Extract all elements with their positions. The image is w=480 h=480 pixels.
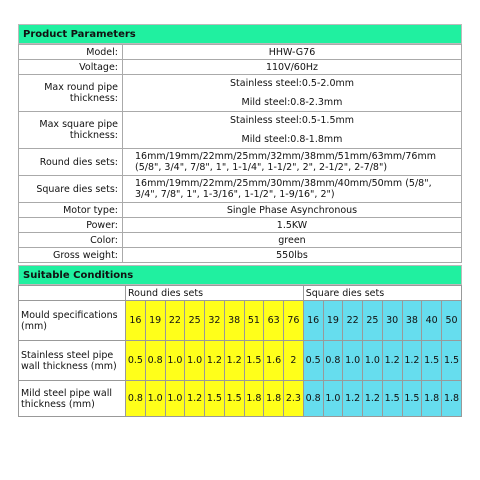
param-label: Max round pipe thickness:: [19, 75, 123, 112]
param-label: Power:: [19, 218, 123, 233]
param-value-line: (5/8", 3/4", 7/8", 1", 1-1/4", 1-1/2", 2", 2-1/2", 2-7/8"): [135, 162, 388, 173]
square-value-cell: 1.2: [363, 381, 383, 417]
param-value-line: Mild steel:0.8-2.3mm: [241, 97, 343, 108]
param-row: [19, 248, 462, 263]
square-value-cell: 40: [422, 301, 442, 341]
square-value-cell: 38: [402, 301, 422, 341]
suitable-conditions-header: Suitable Conditions: [18, 265, 462, 285]
square-value-cell: 30: [382, 301, 402, 341]
param-row: [19, 112, 462, 149]
round-value-cell: 0.5: [126, 341, 146, 381]
round-value-cell: 1.8: [244, 381, 264, 417]
square-value-cell: 25: [363, 301, 383, 341]
param-value-line: [127, 126, 457, 134]
param-label: Max square pipe thickness:: [19, 112, 123, 149]
square-value-cell: 1.5: [382, 381, 402, 417]
param-row: [19, 218, 462, 233]
param-label: Motor type:: [19, 203, 123, 218]
round-value-cell: 63: [264, 301, 284, 341]
square-value-cell: 50: [442, 301, 462, 341]
param-row: [19, 149, 462, 176]
param-value-line: green: [278, 234, 306, 246]
round-value-cell: 1.0: [145, 381, 165, 417]
param-value: [123, 45, 462, 60]
blank-cell: [19, 286, 126, 301]
param-row: [19, 203, 462, 218]
square-value-cell: 1.8: [422, 381, 442, 417]
param-value: [123, 233, 462, 248]
square-value-cell: 0.8: [323, 341, 343, 381]
param-value-line: [127, 89, 457, 97]
param-label: Voltage:: [19, 60, 123, 75]
round-value-cell: 51: [244, 301, 264, 341]
conditions-row: [19, 341, 462, 381]
param-value: [123, 203, 462, 218]
square-value-cell: 0.5: [303, 341, 323, 381]
round-value-cell: 2.3: [284, 381, 304, 417]
product-parameters-table: [18, 44, 462, 263]
param-label: Square dies sets:: [19, 176, 123, 203]
param-value: [123, 75, 462, 112]
round-value-cell: 0.8: [145, 341, 165, 381]
param-row: [19, 233, 462, 248]
param-row: [19, 176, 462, 203]
suitable-conditions-table: [18, 285, 462, 417]
conditions-row-label: Mild steel pipe wall thickness (mm): [19, 381, 126, 417]
param-row: [19, 45, 462, 60]
square-value-cell: 1.5: [442, 341, 462, 381]
square-value-cell: 1.0: [363, 341, 383, 381]
square-value-cell: 1.8: [442, 381, 462, 417]
param-value-line: HHW-G76: [268, 46, 316, 58]
param-value-line: 550lbs: [276, 249, 308, 261]
round-value-cell: 32: [205, 301, 225, 341]
round-value-cell: 22: [165, 301, 185, 341]
round-value-cell: 1.5: [205, 381, 225, 417]
round-value-cell: 25: [185, 301, 205, 341]
param-value-line: 110V/60Hz: [265, 61, 319, 73]
param-value: [123, 218, 462, 233]
round-value-cell: 16: [126, 301, 146, 341]
round-dies-group-label: Round dies sets: [126, 286, 304, 301]
square-value-cell: 1.5: [402, 381, 422, 417]
round-value-cell: 1.5: [244, 341, 264, 381]
square-value-cell: 1.0: [323, 381, 343, 417]
param-label: Color:: [19, 233, 123, 248]
conditions-row: [19, 301, 462, 341]
conditions-group-row: [19, 286, 462, 301]
round-value-cell: 2: [284, 341, 304, 381]
param-value-line: Single Phase Asynchronous: [226, 204, 358, 216]
square-dies-group-label: Square dies sets: [303, 286, 461, 301]
conditions-row-label: Stainless steel pipe wall thickness (mm): [19, 341, 126, 381]
conditions-row-label: Mould specifications (mm): [19, 301, 126, 341]
square-value-cell: 19: [323, 301, 343, 341]
round-value-cell: 1.2: [205, 341, 225, 381]
product-sheet: [18, 24, 462, 417]
square-value-cell: 1.5: [422, 341, 442, 381]
param-value-line: Stainless steel:0.5-2.0mm: [230, 78, 354, 89]
square-value-cell: 0.8: [303, 381, 323, 417]
param-value-line: 3/4", 7/8", 1", 1-3/16", 1-1/2", 1-9/16", 2"): [135, 189, 335, 200]
round-value-cell: 1.6: [264, 341, 284, 381]
param-row: [19, 75, 462, 112]
round-value-cell: 1.0: [165, 381, 185, 417]
round-value-cell: 76: [284, 301, 304, 341]
round-value-cell: 1.2: [224, 341, 244, 381]
param-label: Model:: [19, 45, 123, 60]
param-value: [123, 60, 462, 75]
param-value-line: Stainless steel:0.5-1.5mm: [230, 115, 354, 126]
param-value: [123, 176, 462, 203]
param-value: [123, 149, 462, 176]
param-label: Gross weight:: [19, 248, 123, 263]
round-value-cell: 1.2: [185, 381, 205, 417]
param-value-line: Mild steel:0.8-1.8mm: [241, 134, 343, 145]
round-value-cell: 19: [145, 301, 165, 341]
square-value-cell: 1.2: [402, 341, 422, 381]
round-value-cell: 1.5: [224, 381, 244, 417]
round-value-cell: 1.8: [264, 381, 284, 417]
round-value-cell: 0.8: [126, 381, 146, 417]
product-parameters-header: Product Parameters: [18, 24, 462, 44]
round-value-cell: 1.0: [165, 341, 185, 381]
square-value-cell: 1.0: [343, 341, 363, 381]
square-value-cell: 22: [343, 301, 363, 341]
param-label: Round dies sets:: [19, 149, 123, 176]
param-value-line: 16mm/19mm/22mm/25mm/30mm/38mm/40mm/50mm (5/8",: [135, 178, 432, 189]
square-value-cell: 16: [303, 301, 323, 341]
param-value: [123, 248, 462, 263]
round-value-cell: 1.0: [185, 341, 205, 381]
square-value-cell: 1.2: [343, 381, 363, 417]
param-value-line: 16mm/19mm/22mm/25mm/32mm/38mm/51mm/63mm/76mm: [135, 151, 436, 162]
conditions-row: [19, 381, 462, 417]
param-value: [123, 112, 462, 149]
param-row: [19, 60, 462, 75]
param-value-line: 1.5KW: [276, 219, 308, 231]
square-value-cell: 1.2: [382, 341, 402, 381]
round-value-cell: 38: [224, 301, 244, 341]
